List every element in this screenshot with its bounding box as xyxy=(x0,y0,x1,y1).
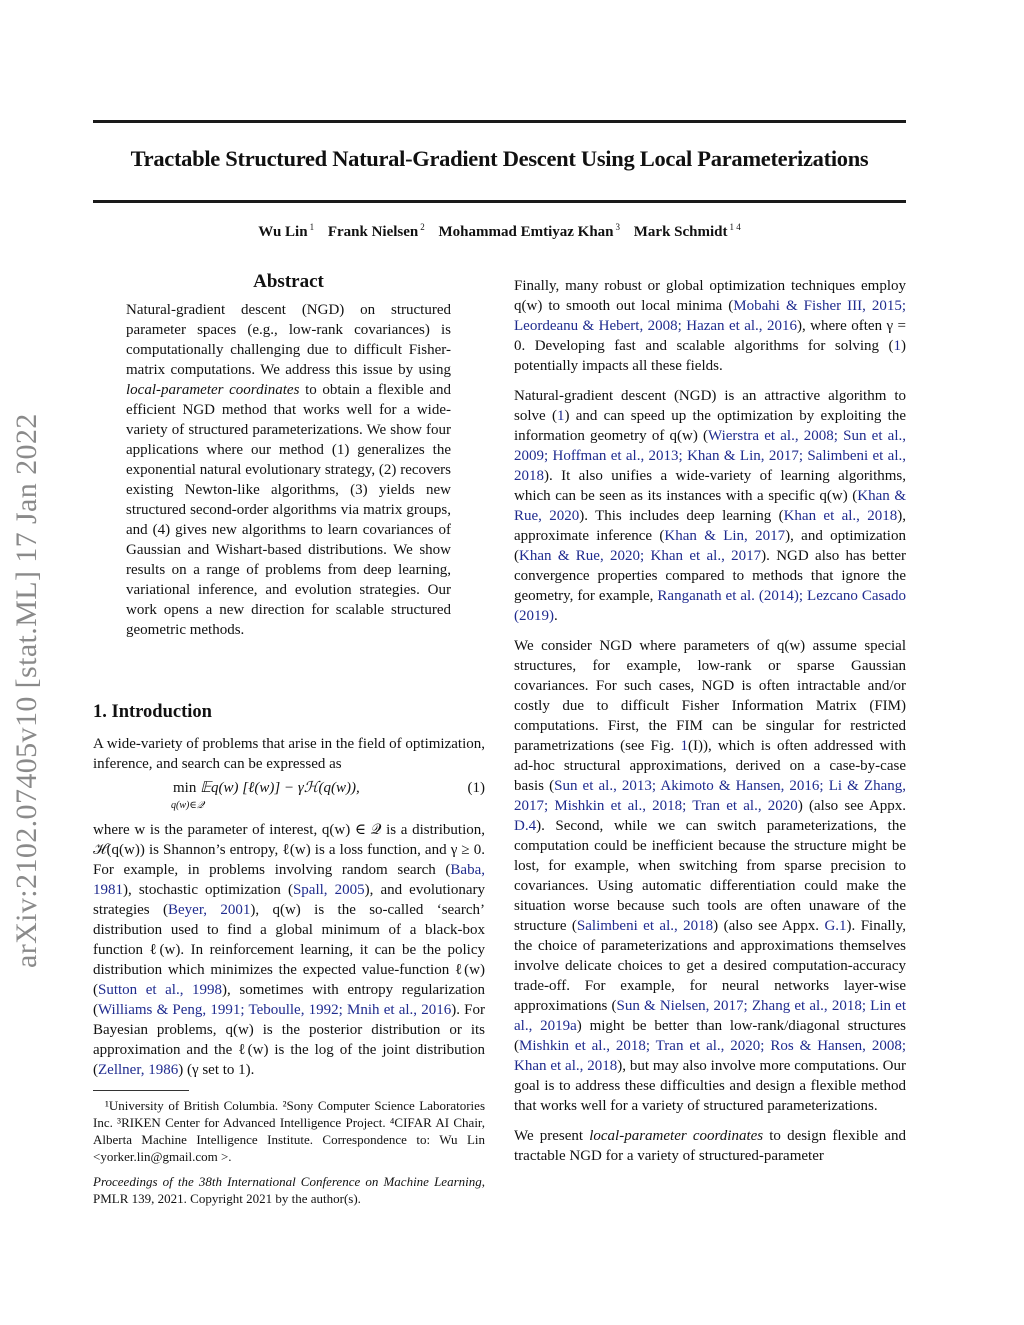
author-name: Mark Schmidt xyxy=(633,224,728,240)
body-paragraph xyxy=(514,276,906,376)
citation-link[interactable]: Khan & Rue, 2020 xyxy=(514,488,906,524)
text: ), approximate inference ( xyxy=(514,508,906,544)
text: to design flexible and tractable NGD for a variety of structured-parameter xyxy=(514,1128,906,1164)
proceedings-venue: Proceedings of the 38th International Conference on Machine Learning xyxy=(93,1174,482,1189)
body-paragraph xyxy=(514,1126,906,1166)
text: ), stochastic optimization ( xyxy=(123,882,293,898)
text: ) potentially impacts all these fields. xyxy=(514,338,906,374)
right-column xyxy=(514,276,906,1176)
text: where w is the parameter of interest, q(w) ∈ 𝒬 is a distribution, ℋ(q(w)) is Shannon’s entropy, ℓ(w) is a loss function, and γ ≥ 0. For example, in problems involving random search ( xyxy=(93,822,485,878)
text: ). Second, while we can switch parameterizations, the computation could be inefficient because the structure might be lost, for example, when switching from sparse precision to covariances. Using automatic differentiation could make the situation worse because such tools are often unaware of the structure ( xyxy=(514,818,906,934)
top-rule xyxy=(93,120,906,123)
citation-link[interactable]: Sun & Nielsen, 2017; Zhang et al., 2018; Lin et al., 2019a xyxy=(514,998,906,1034)
text: Finally, many robust or global optimization techniques employ q(w) to smooth out local minima ( xyxy=(514,278,906,314)
citation-link[interactable]: Mobahi & Fisher III, 2015; Leordeanu & Hebert, 2008; Hazan et al., 2016 xyxy=(514,298,906,334)
text: ). For Bayesian problems, q(w) is the posterior distribution or its approximation and the ℓ(w) is the log of the joint distribution ( xyxy=(93,1002,485,1078)
proceedings-copyright: , PMLR 139, 2021. Copyright 2021 by the author(s). xyxy=(93,1174,485,1206)
text: ) might be better than low-rank/diagonal structures ( xyxy=(514,1018,906,1054)
citation-link[interactable]: Khan & Lin, 2017 xyxy=(664,528,786,544)
text: ), and evolutionary strategies ( xyxy=(93,882,485,918)
citation-link[interactable]: Baba, 1981 xyxy=(93,862,485,898)
section-heading: 1. Introduction xyxy=(93,702,212,722)
equation-1 xyxy=(93,778,485,818)
paper-title: Tractable Structured Natural-Gradient Descent Using Local Parameterizations xyxy=(130,146,869,171)
citation-link[interactable]: Sun et al., 2013; Akimoto & Hansen, 2016; Li & Zhang, 2017; Mishkin et al., 2018; Tran et al., 2020 xyxy=(514,778,906,814)
text: We present xyxy=(514,1128,590,1144)
citation-link[interactable]: Beyer, 2001 xyxy=(168,902,251,918)
abstract-text-part: Natural-gradient descent (NGD) on structured parameter spaces (e.g., low-rank covariances) is computationally challenging due to difficult Fisher-matrix computations. We address this issue by using xyxy=(126,302,451,378)
citation-link[interactable]: Khan & Rue, 2020; Khan et al., 2017 xyxy=(519,548,762,564)
citation-link[interactable]: Williams & Peng, 1991; Teboulle, 1992; Mnih et al., 2016 xyxy=(98,1002,452,1018)
abstract-heading: Abstract xyxy=(253,271,324,292)
text: (I)), which is often addressed with ad-hoc structural approximations, derived on a case-by-case basis ( xyxy=(514,738,906,794)
abstract-emphasis: local-parameter coordinates xyxy=(126,382,300,398)
text: ) and can speed up the optimization by exploiting the information geometry of q(w) ( xyxy=(514,408,906,444)
author xyxy=(258,224,314,240)
citation-link[interactable]: Zellner, 1986 xyxy=(98,1062,179,1078)
equation-number: (1) xyxy=(467,780,485,796)
text: ). It also unifies a wide-variety of learning algorithms, which can be seen as its instances with a specific q(w) ( xyxy=(514,468,906,504)
text: ) (γ set to 1). xyxy=(178,1062,255,1078)
text: ) (also see Appx. xyxy=(713,918,825,934)
affiliations-footnote: ¹University of British Columbia. ²Sony Computer Science Laboratories Inc. ³RIKEN Center for Advanced Intelligence Project. ⁴CIFAR AI Chair, Alberta Machine Intelligence Institute. Correspondence to: Wu Lin <yorker.lin@gmail.com >. xyxy=(93,1098,485,1164)
equation-expression: 𝔼q(w) [ℓ(w)] − γℋ(q(w)), xyxy=(200,780,360,796)
author xyxy=(328,224,425,240)
text: ), sometimes with entropy regularization ( xyxy=(93,982,486,1018)
text: ). Finally, the choice of parameterizations and approximations themselves involve delicate choices to get a desired computation-accuracy trade-off. For example, for neural networks layer-wise approximations ( xyxy=(514,918,906,1014)
author xyxy=(439,224,621,240)
author-list xyxy=(93,222,906,241)
affiliation-mark: 1 4 xyxy=(729,222,741,232)
text: ). This includes deep learning ( xyxy=(579,508,784,524)
abstract-text xyxy=(126,300,451,640)
body-paragraph xyxy=(514,386,906,626)
arxiv-stamp: arXiv:2102.07405v10 [stat.ML] 17 Jan 2022 xyxy=(10,413,43,968)
text: ), q(w) is the so-called ‘search’ distribution used to find a global minimum of a black-box function ℓ(w). In reinforcement learning, it can be the policy distribution which minimizes the expected value-function ℓ(w) ( xyxy=(93,902,486,998)
intro-paragraph: A wide-variety of problems that arise in the field of optimization, inference, and search can be expressed as xyxy=(93,736,485,772)
affiliation-mark: 2 xyxy=(420,222,425,232)
equation-ref-link[interactable]: 1 xyxy=(893,338,901,354)
footnote-rule xyxy=(93,1090,189,1091)
equation-subscript: q(w)∈𝒬 xyxy=(171,800,204,811)
equation-min: min xyxy=(173,780,197,796)
title-bottom-rule xyxy=(93,200,906,203)
citation-link[interactable]: Ranganath et al. (2014); Lezcano Casado (2019) xyxy=(514,588,906,624)
text: ) (also see Appx. xyxy=(797,798,906,814)
figure-ref-link[interactable]: 1 xyxy=(680,738,688,754)
author-name: Wu Lin xyxy=(258,224,308,240)
citation-link[interactable]: Khan et al., 2018 xyxy=(783,508,898,524)
citation-link[interactable]: Mishkin et al., 2018; Tran et al., 2020; Ros & Hansen, 2008; Khan et al., 2018 xyxy=(514,1038,906,1074)
abstract-text-part: to obtain a flexible and efficient NGD method that works well for a wide-variety of structured parameterizations. We show four applications where our method (1) generalizes the exponential natural evolutionary strategy, (2) recovers existing Newton-like algorithms, (3) yields new structured second-order algorithms via matrix groups, and (4) gives new algorithms to learn covariances of Gaussian and Wishart-based distributions. We show results on a range of problems from deep learning, variational inference, and evolution strategies. Our work opens a new direction for scalable structured geometric methods. xyxy=(126,382,451,638)
citation-link[interactable]: Sutton et al., 1998 xyxy=(98,982,223,998)
affiliation-mark: 1 xyxy=(309,222,315,232)
author xyxy=(634,224,741,240)
appendix-ref-link[interactable]: D.4 xyxy=(514,818,537,834)
affiliation-mark: 3 xyxy=(615,222,621,232)
emphasis: local-parameter coordinates xyxy=(589,1128,764,1144)
citation-link[interactable]: Spall, 2005 xyxy=(292,882,365,898)
text: ), but may also involve more computations. Our goal is to address these difficulties and design a flexible method that works well for a variety of structured parameterizations. xyxy=(514,1058,906,1114)
text: . xyxy=(554,608,558,624)
introduction-section xyxy=(93,702,485,1207)
equation-body xyxy=(173,778,360,798)
body-paragraph xyxy=(514,636,906,1116)
author-name: Frank Nielsen xyxy=(327,224,419,240)
text: ), and optimization ( xyxy=(514,528,906,564)
abstract-section xyxy=(126,272,451,650)
citation-link[interactable]: Wierstra et al., 2008; Sun et al., 2009; Hoffman et al., 2013; Khan & Lin, 2017; Salimbeni et al., 2018 xyxy=(514,428,906,484)
citation-link[interactable]: Salimbeni et al., 2018 xyxy=(576,918,714,934)
intro-paragraph xyxy=(93,820,485,1080)
text: ), where often γ = 0. Developing fast and scalable algorithms for solving ( xyxy=(514,318,907,354)
appendix-ref-link[interactable]: G.1 xyxy=(824,918,847,934)
proceedings-note xyxy=(93,1173,485,1207)
text: We consider NGD where parameters of q(w) assume special structures, for example, low-rank or sparse Gaussian covariances. For such cases, NGD is often intractable and/or costly due to difficult Fisher Information Matrix (FIM) computations. First, the FIM can be singular for restricted parametrizations (see Fig. xyxy=(514,638,906,754)
author-name: Mohammad Emtiyaz Khan xyxy=(438,224,614,240)
text: ). NGD also has better convergence properties compared to methods that ignore the geometry, for example, xyxy=(514,548,906,604)
equation-ref-link[interactable]: 1 xyxy=(556,408,565,424)
text: Natural-gradient descent (NGD) is an attractive algorithm to solve ( xyxy=(514,388,906,424)
